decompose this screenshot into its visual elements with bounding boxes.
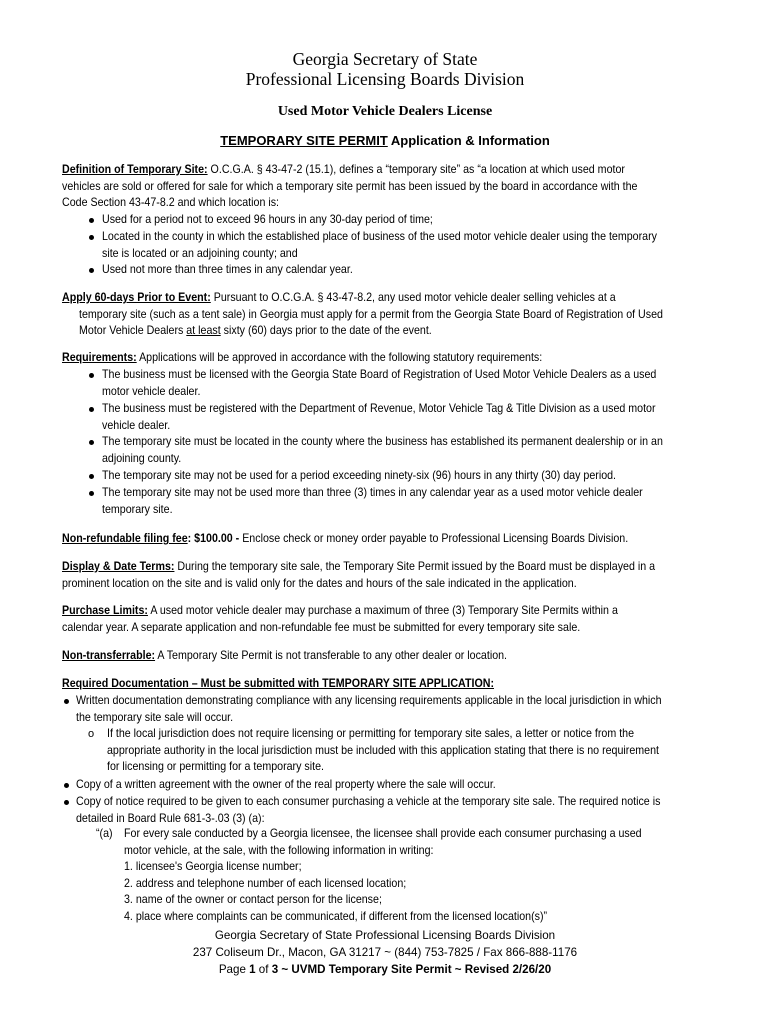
- form-title-underlined: TEMPORARY SITE PERMIT: [220, 133, 388, 148]
- bullet-icon: [89, 218, 94, 223]
- requirements-text: Applications will be approved in accordance with the following statutory requirements:: [136, 351, 543, 364]
- quote-item: 1. licensee's Georgia license number;: [124, 860, 302, 874]
- apply-text-1: Pursuant to O.C.G.A. § 43-47-8.2, any used motor vehicle dealer selling vehicles at a: [210, 291, 616, 304]
- footer-agency: [0, 928, 770, 945]
- list-item: [76, 794, 706, 827]
- list-item-text: motor vehicle dealer.: [102, 384, 201, 398]
- footer-address-text: 237 Coliseum Dr., Macon, GA 31217 ~ (844) 753-7825 / Fax 866-888-1176: [192, 946, 578, 959]
- list-item-text: Used not more than three times in any calendar year.: [102, 263, 353, 276]
- purchase-text-2: calendar year. A separate application and non-refundable fee must be submitted for every temporary site sale.: [62, 620, 581, 634]
- bullet-icon: [64, 800, 69, 805]
- bullet-icon: [64, 699, 69, 704]
- list-item-text: vehicle dealer.: [102, 418, 171, 432]
- list-item-text: Copy of a written agreement with the owner of the real property where the sale will occur.: [76, 778, 496, 791]
- list-item-text: Used for a period not to exceed 96 hours in any 30-day period of time;: [102, 213, 433, 226]
- circle-bullet-icon: o: [88, 728, 95, 740]
- footer-page-total: 3: [271, 963, 279, 976]
- footer-page-label: Page: [218, 963, 250, 976]
- list-item-text: The business must be licensed with the Georgia State Board of Registration of Used Motor Vehicle Dealers as a used: [102, 368, 657, 381]
- purchase-label: Purchase Limits:: [62, 604, 148, 617]
- quote-item: 4. place where complaints can be communicated, if different from the licensed location(s)”: [124, 909, 548, 923]
- fee-label: Non-refundable filing fee: [62, 532, 188, 545]
- list-item-text: for licensing or permitting for a temporary site.: [107, 760, 324, 774]
- fee-section: [62, 531, 710, 548]
- footer-agency-text: Georgia Secretary of State Professional Licensing Boards Division: [214, 929, 556, 942]
- definition-text-1: O.C.G.A. § 43-47-2 (15.1), defines a “temporary site” as “a location at which used motor: [207, 163, 625, 176]
- list-item-text: adjoining county.: [102, 451, 182, 465]
- apply-text-3b: sixty (60) days prior to the date of the event.: [220, 324, 432, 338]
- list-item-text: temporary site.: [102, 502, 173, 516]
- display-label: Display & Date Terms:: [62, 560, 175, 573]
- division-title: Professional Licensing Boards Division: [245, 69, 525, 89]
- nontransfer-label: Non-transferrable:: [62, 649, 156, 662]
- list-item-text: The temporary site must be located in the county where the business has established its permanent dealership or in an: [102, 435, 663, 448]
- list-item-text: The temporary site may not be used more than three (3) times in any calendar year as a used motor vehicle dealer: [102, 486, 643, 499]
- footer-page-of: of: [255, 963, 272, 976]
- apply-text-2: temporary site (such as a tent sale) in Georgia must apply for a permit from the Georgia State Board of Registration of Used: [79, 307, 663, 321]
- definition-label: Definition of Temporary Site:: [62, 163, 208, 176]
- agency-title: Georgia Secretary of State: [292, 49, 478, 69]
- bullet-icon: [89, 373, 94, 378]
- apply-text-3u: at least: [186, 324, 221, 338]
- form-title-rest: Application & Information: [387, 133, 550, 148]
- bullet-icon: [89, 407, 94, 412]
- purchase-text-1: A used motor vehicle dealer may purchase a maximum of three (3) Temporary Site Permits within a: [147, 604, 618, 617]
- list-item-text: detailed in Board Rule 681-3-.03 (3) (a):: [76, 811, 265, 825]
- bullet-icon: [89, 474, 94, 479]
- fee-text: Enclose check or money order payable to Professional Licensing Boards Division.: [242, 532, 629, 545]
- quote-marker-text: “(a): [96, 827, 113, 840]
- list-item-text: Copy of notice required to be given to each consumer purchasing a vehicle at the temporary site sale. The required notice is: [76, 795, 661, 808]
- purchase-section: [62, 603, 710, 636]
- list-item: [102, 468, 702, 485]
- bullet-icon: [89, 268, 94, 273]
- display-section: [62, 559, 710, 592]
- list-item-text: site is located or an adjoining county; and: [102, 246, 298, 260]
- list-item-text: The temporary site may not be used for a period exceeding ninety-six (96) hours in any thirty (30) day period.: [102, 469, 617, 482]
- required-docs-label: Required Documentation – Must be submitted with TEMPORARY SITE APPLICATION:: [62, 677, 495, 690]
- list-item-text: The business must be registered with the Department of Revenue, Motor Vehicle Tag & Title Division as a used motor: [102, 402, 656, 415]
- fee-amount: : $100.00 -: [187, 532, 243, 545]
- quote-item: 3. name of the owner or contact person for the license;: [124, 893, 382, 907]
- bullet-icon: [89, 440, 94, 445]
- definition-text-2: vehicles are sold or offered for sale for which a temporary site permit has been issued by the board in accordance with the: [62, 179, 638, 193]
- quote-text: [124, 826, 714, 926]
- sub-list-item: [107, 726, 707, 776]
- list-item: [76, 777, 706, 794]
- apply-section: [62, 290, 710, 340]
- footer-page-info: [0, 962, 770, 979]
- apply-label: Apply 60-days Prior to Event:: [62, 291, 211, 304]
- definition-section: [62, 162, 710, 212]
- nontransfer-text: A Temporary Site Permit is not transferable to any other dealer or location.: [155, 649, 508, 662]
- list-item: [102, 229, 702, 262]
- footer-address: [0, 945, 770, 962]
- quote-item: 2. address and telephone number of each licensed location;: [124, 876, 407, 890]
- list-item-text: Written documentation demonstrating compliance with any licensing requirements applicable in the local jurisdiction in which: [76, 694, 662, 707]
- footer-form-revision: ~ UVMD Temporary Site Permit ~ Revised 2/26/20: [278, 963, 552, 976]
- list-item: [102, 212, 702, 229]
- bullet-icon: [89, 235, 94, 240]
- display-text-2: prominent location on the site and is valid only for the dates and hours of the sale indicated in the application.: [62, 576, 577, 590]
- list-item: [102, 367, 702, 400]
- requirements-section: [62, 350, 710, 367]
- list-item-text: the temporary site sale will occur.: [76, 710, 234, 724]
- apply-text-3a: Motor Vehicle Dealers: [79, 324, 187, 338]
- list-item-text: If the local jurisdiction does not require licensing or permitting for temporary site sales, a letter or notice from the: [107, 727, 635, 740]
- definition-text-3: Code Section 43-47-8.2 and which location is:: [62, 196, 280, 210]
- required-docs-section: [62, 676, 710, 693]
- license-title: Used Motor Vehicle Dealers License: [277, 104, 493, 119]
- requirements-label: Requirements:: [62, 351, 137, 364]
- list-item: [102, 434, 702, 467]
- nontransfer-section: [62, 648, 710, 665]
- list-item: [102, 401, 702, 434]
- footer-page-number: 1: [249, 963, 256, 976]
- list-item-text: appropriate authority in the local jurisdiction must be included with this application stating that there is no requirement: [107, 743, 659, 757]
- list-item: [102, 262, 702, 279]
- quote-line: motor vehicle, at the sale, with the following information in writing:: [124, 843, 434, 857]
- display-text-1: During the temporary site sale, the Temporary Site Permit issued by the Board must be displayed in a: [174, 560, 656, 573]
- bullet-icon: [89, 491, 94, 496]
- list-item: [76, 693, 706, 726]
- bullet-icon: [64, 783, 69, 788]
- list-item: [102, 485, 702, 518]
- quote-line: For every sale conducted by a Georgia licensee, the licensee shall provide each consumer purchasing a used: [124, 827, 642, 840]
- list-item-text: Located in the county in which the established place of business of the used motor vehicle dealer using the temporary: [102, 230, 657, 243]
- form-title: [0, 133, 770, 150]
